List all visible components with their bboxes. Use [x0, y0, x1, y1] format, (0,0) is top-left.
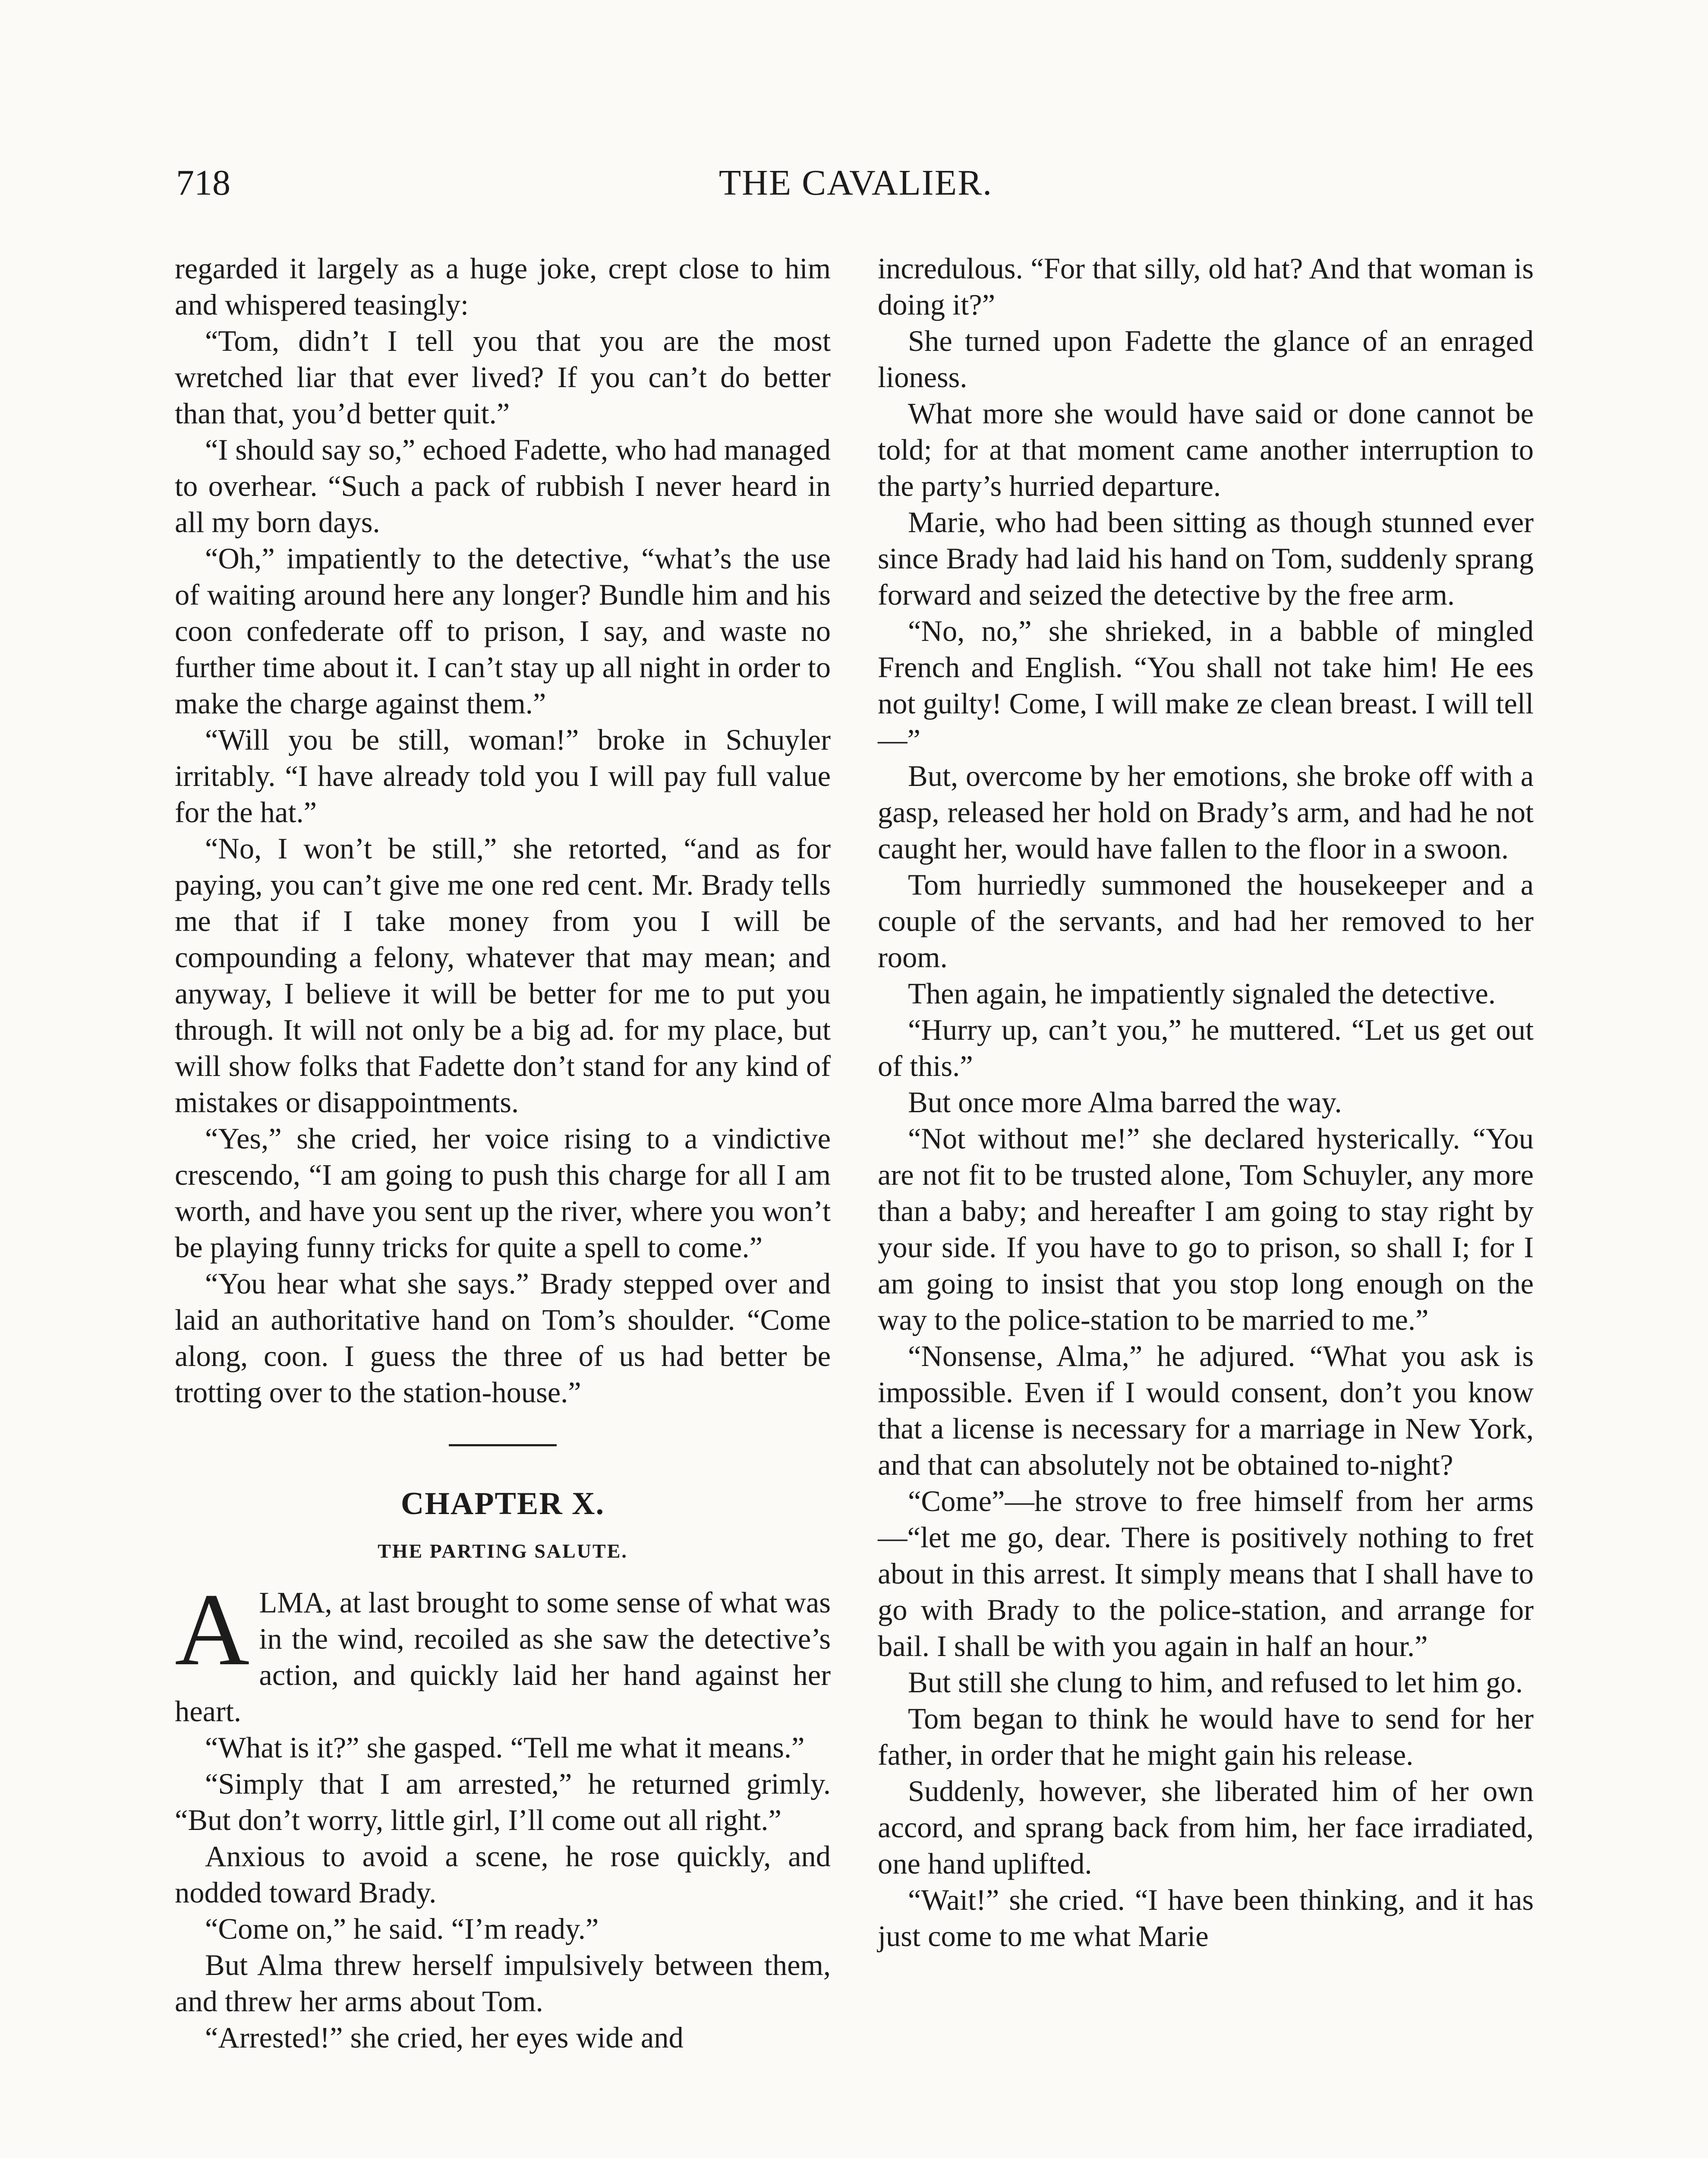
paragraph: “Tom, didn’t I tell you that you are the most wretched liar that ever lived? If you can’t do better than that, you’d better quit.”: [175, 325, 831, 430]
paragraph: What more she would have said or done cannot be told; for at that moment came another interruption to the party’s hurried departure.: [878, 397, 1534, 502]
paragraph: “Will you be still, woman!” broke in Schuyler irritably. “I have already told you I will pay full value for the hat.”: [175, 723, 831, 829]
opening-text: LMA, at last brought to some sense of what was in the wind, recoiled as she saw the detective’s action, and quickly laid her hand against her heart.: [175, 1586, 831, 1728]
page-header: [176, 162, 1535, 209]
paragraph: She turned upon Fadette the glance of an enraged lioness.: [878, 325, 1534, 394]
paragraph: Tom began to think he would have to send for her father, in order that he might gain his release.: [878, 1702, 1534, 1771]
paragraph: “Simply that I am arrested,” he returned grimly. “But don’t worry, little girl, I’ll come out all right.”: [175, 1767, 831, 1836]
paragraph: “Arrested!” she cried, her eyes wide and: [205, 2021, 684, 2054]
drop-cap: A: [175, 1572, 250, 1687]
paragraph: “No, I won’t be still,” she retorted, “and as for paying, you can’t give me one red cent. Mr. Brady tells me that if I take money from you I will be compounding a felony, whatever that may mean; and anyway, I believe it will be better for me to put you through. It will not only be a big ad. for my place, but will show folks that Fadette don’t stand for any kind of mistakes or disappointments.: [175, 832, 831, 1119]
chapter-subtitle: THE PARTING SALUTE.: [378, 1540, 628, 1562]
paragraph: Anxious to avoid a scene, he rose quickly, and nodded toward Brady.: [175, 1840, 831, 1909]
paragraph: “Wait!” she cried. “I have been thinking, and it has just come to me what Marie: [878, 1884, 1534, 1953]
paragraph: “No, no,” she shrieked, in a babble of mingled French and English. “You shall not take him! He ees not guilty! Come, I will make ze clean breast. I will tell—”: [878, 615, 1534, 756]
running-title: THE CAVALIER.: [718, 163, 993, 203]
paragraph: “You hear what she says.” Brady stepped over and laid an authoritative hand on Tom’s shoulder. “Come along, coon. I guess the three of us had better be trotting over to the station-house.”: [175, 1267, 831, 1409]
paragraph: “Hurry up, can’t you,” he muttered. “Let us get out of this.”: [878, 1013, 1534, 1082]
page-number: 718: [176, 163, 230, 203]
left-column: [175, 250, 831, 2056]
paragraph: But Alma threw herself impulsively between them, and threw her arms about Tom.: [175, 1949, 831, 2018]
section-divider: [449, 1444, 557, 1446]
paragraph: “Come on,” he said. “I’m ready.”: [205, 1912, 599, 1945]
paragraph: “I should say so,” echoed Fadette, who had managed to overhear. “Such a pack of rubbish I never heard in all my born days.: [175, 433, 831, 539]
right-column: [878, 250, 1534, 1954]
paragraph: incredulous. “For that silly, old hat? And that woman is doing it?”: [878, 252, 1534, 321]
chapter-opening-paragraph: [175, 1572, 831, 1729]
paragraph: Marie, who had been sitting as though stunned ever since Brady had laid his hand on Tom, suddenly sprang forward and seized the detective by the free arm.: [878, 506, 1534, 611]
paragraph: “What is it?” she gasped. “Tell me what it means.”: [205, 1731, 805, 1764]
paragraph: But, overcome by her emotions, she broke off with a gasp, released her hold on Brady’s arm, and had he not caught her, would have fallen to the floor in a swoon.: [878, 760, 1534, 865]
paragraph: But still she clung to him, and refused to let him go.: [908, 1666, 1523, 1699]
paragraph: “Oh,” impatiently to the detective, “what’s the use of waiting around here any longer? Bundle him and his coon confederate off to prison, I say, and waste no further time about it. I can’t stay up all night in order to make the charge against them.”: [175, 542, 831, 720]
paragraph: regarded it largely as a huge joke, crept close to him and whispered teasingly:: [175, 252, 831, 321]
paragraph: But once more Alma barred the way.: [908, 1086, 1342, 1119]
paragraph: “Not without me!” she declared hysterically. “You are not fit to be trusted alone, Tom Schuyler, any more than a baby; and hereafter I am going to stay right by your side. If you have to go to prison, so shall I; for I am going to insist that you stop long enough on the way to the police-station to be married to me.”: [878, 1122, 1534, 1336]
paragraph: “Nonsense, Alma,” he adjured. “What you ask is impossible. Even if I would consent, don’t you know that a license is necessary for a marriage in New York, and that can absolutely not be obtained to-night?: [878, 1340, 1534, 1481]
paragraph: “Yes,” she cried, her voice rising to a vindictive crescendo, “I am going to push this charge for all I am worth, and have you sent up the river, where you won’t be playing funny tricks for quite a spell to come.”: [175, 1122, 831, 1264]
chapter-title: CHAPTER X.: [400, 1486, 605, 1521]
paragraph: Then again, he impatiently signaled the detective.: [908, 977, 1496, 1010]
paragraph: Suddenly, however, she liberated him of her own accord, and sprang back from him, her face irradiated, one hand uplifted.: [878, 1775, 1534, 1880]
paragraph: Tom hurriedly summoned the housekeeper and a couple of the servants, and had her removed to her room.: [878, 868, 1534, 974]
paragraph: “Come”—he strove to free himself from her arms—“let me go, dear. There is positively nothing to fret about in this arrest. It simply means that I shall have to go with Brady to the police-station, and arrange for bail. I shall be with you again in half an hour.”: [878, 1485, 1534, 1663]
